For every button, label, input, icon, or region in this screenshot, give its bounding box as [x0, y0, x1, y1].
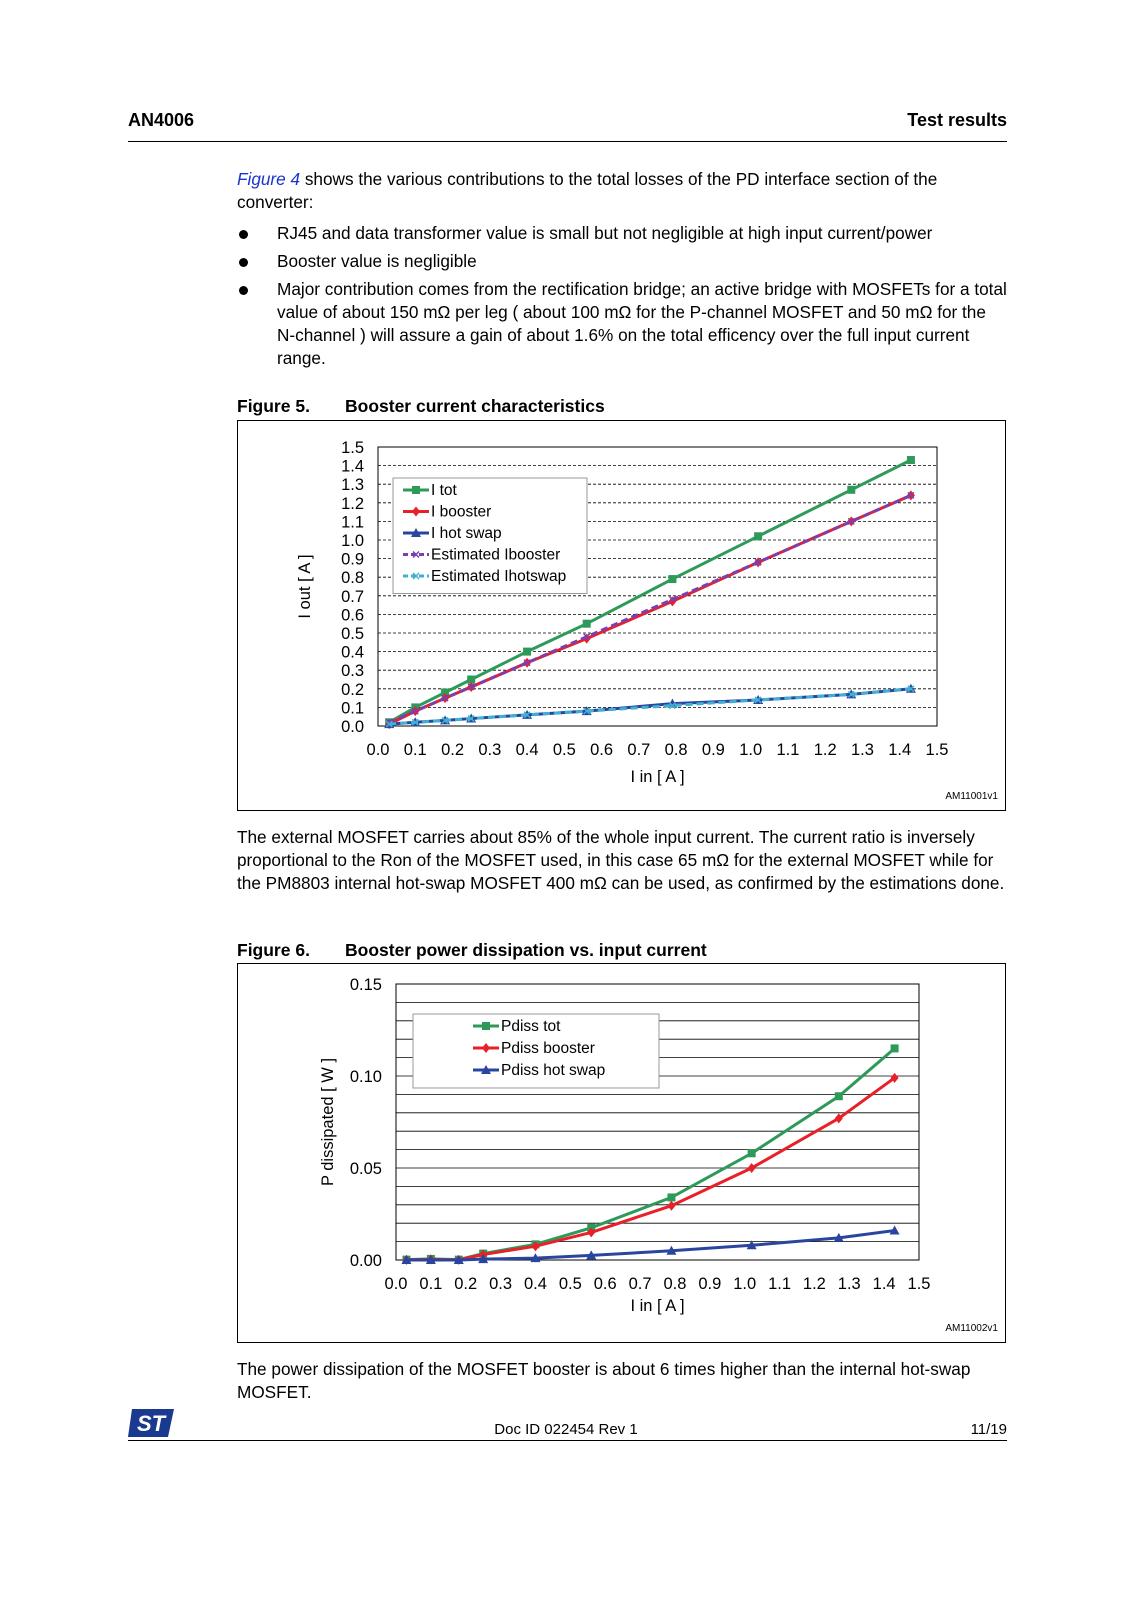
y-axis-label: P dissipated [ W ]: [319, 1057, 337, 1187]
legend-label: Pdiss tot: [501, 1018, 561, 1035]
x-tick-label: 1.0: [733, 1275, 757, 1293]
x-tick-label: 0.6: [593, 1275, 617, 1293]
x-tick-label: 1.4: [872, 1275, 896, 1293]
bullet-icon: [239, 230, 248, 239]
x-tick-label: 1.3: [837, 1275, 861, 1293]
x-tick-label: 0.4: [523, 1275, 547, 1293]
x-tick-label: 0.2: [454, 1275, 478, 1293]
y-tick-label: 1.1: [341, 513, 364, 532]
x-tick-label: 0.5: [552, 741, 576, 759]
x-tick-label: 0.9: [698, 1275, 722, 1293]
y-tick-label: 0.15: [349, 976, 382, 994]
data-point: [748, 1163, 756, 1173]
x-tick-label: 0.0: [366, 741, 390, 759]
y-tick-label: 1.4: [341, 457, 364, 476]
legend-label: Pdiss booster: [501, 1040, 595, 1057]
data-point: [583, 620, 591, 628]
paragraph-mosfet-current: The external MOSFET carries about 85% of the whole input current. The current ratio is inversely proportional to the Ron of the MOSFET used, in this case 65 mΩ for the external MOSFET while for the PM8803 internal hot-swap MOSFET 400 mΩ can be used, as confirmed by the estimations done.: [237, 827, 1005, 893]
y-tick-label: 0.3: [341, 662, 364, 681]
y-tick-label: 0.05: [349, 1160, 382, 1178]
data-point: [667, 1193, 675, 1201]
legend-label: Pdiss hot swap: [501, 1062, 606, 1079]
data-point: [907, 456, 915, 464]
x-tick-label: 1.5: [925, 741, 949, 759]
x-tick-label: 1.3: [850, 741, 874, 759]
list-item: [237, 222, 1007, 245]
x-tick-label: 0.0: [384, 1275, 408, 1293]
intro-paragraph: [237, 168, 1007, 214]
series-line: [406, 1078, 894, 1260]
x-axis-label: I in [ A ]: [630, 1297, 685, 1315]
doc-code: AN4006: [128, 110, 195, 130]
y-tick-label: 0.6: [341, 606, 364, 625]
x-tick-label: 0.6: [590, 741, 614, 759]
x-tick-label: 0.8: [663, 1275, 687, 1293]
svg-text:ST: ST: [137, 1411, 166, 1436]
list-item: [237, 278, 1007, 370]
x-tick-label: 0.7: [627, 741, 651, 759]
bullet-text: RJ45 and data transformer value is small but not negligible at high input current/power: [277, 223, 933, 243]
y-tick-label: 0.00: [349, 1252, 382, 1270]
figure-number: Figure 5.: [237, 396, 310, 416]
x-tick-label: 0.1: [403, 741, 427, 759]
x-axis-label: I in [ A ]: [630, 768, 685, 786]
figure-title: Booster power dissipation vs. input current: [345, 940, 707, 960]
figure-5-chart: [237, 420, 1006, 811]
y-tick-label: 0.1: [341, 699, 364, 718]
data-point: [748, 1149, 756, 1157]
x-tick-label: 1.5: [907, 1275, 931, 1293]
y-tick-label: 0.9: [341, 550, 364, 569]
figure-number: Figure 6.: [237, 940, 310, 960]
chart-canvas: [238, 421, 1005, 810]
x-tick-label: 0.3: [489, 1275, 513, 1293]
y-tick-label: 1.0: [341, 532, 364, 550]
bullet-icon: [239, 286, 248, 295]
y-tick-label: 0.7: [341, 587, 364, 606]
page-number: 11/19: [970, 1421, 1007, 1438]
bullet-text: Booster value is negligible: [277, 251, 477, 271]
paragraph-power-dissipation: The power dissipation of the MOSFET booster is about 6 times higher than the internal hot-swap MOSFET.: [237, 1359, 971, 1402]
data-point: [847, 486, 855, 494]
data-point: [668, 575, 676, 583]
y-tick-label: 1.2: [341, 494, 364, 513]
y-tick-label: 0.10: [349, 1068, 382, 1086]
x-tick-label: 1.1: [768, 1275, 792, 1293]
figure-id: AM11002v1: [945, 1323, 998, 1334]
header-rule: [128, 141, 1007, 142]
y-tick-label: 1.3: [341, 476, 364, 495]
data-point: [891, 1044, 899, 1052]
y-tick-label: 0.8: [341, 569, 364, 588]
list-item: [237, 250, 1007, 273]
x-tick-label: 1.4: [888, 741, 912, 759]
legend-label: Estimated Ibooster: [431, 546, 561, 564]
doc-id: Doc ID 022454 Rev 1: [494, 1421, 638, 1438]
x-tick-label: 1.1: [776, 741, 800, 759]
y-tick-label: 0.0: [341, 718, 364, 736]
legend-label: I hot swap: [431, 525, 502, 542]
section-title: Test results: [907, 110, 1007, 130]
y-tick-label: 0.2: [341, 680, 364, 699]
intro-text: shows the various contributions to the total losses of the PD interface section of the converter:: [237, 169, 938, 212]
x-tick-label: 0.8: [664, 741, 688, 759]
x-tick-label: 1.0: [739, 741, 763, 759]
bullet-text: Major contribution comes from the rectification bridge; an active bridge with MOSFETs for a total value of about 150 mΩ per leg ( about 100 mΩ for the P-channel MOSFET and 50 mΩ for the N-channel ) will assure a gain of about 1.6% on the total efficency over the full input current range.: [277, 279, 1007, 368]
y-tick-label: 1.5: [341, 439, 364, 457]
x-tick-label: 0.7: [628, 1275, 652, 1293]
figure-title: Booster current characteristics: [345, 396, 605, 416]
data-point: [835, 1092, 843, 1100]
y-axis-label: I out [ A ]: [296, 554, 314, 619]
x-tick-label: 1.2: [813, 741, 837, 759]
x-tick-label: 0.1: [419, 1275, 443, 1293]
data-point: [754, 532, 762, 540]
bullet-icon: [239, 258, 248, 267]
legend-label: I booster: [431, 503, 492, 521]
figure-6-chart: [237, 963, 1006, 1343]
figure-id: AM11001v1: [945, 791, 998, 802]
bullet-list: [237, 222, 1007, 375]
x-tick-label: 0.2: [441, 741, 465, 759]
y-tick-label: 0.4: [341, 643, 364, 662]
y-tick-label: 0.5: [341, 625, 364, 643]
footer-rule: [128, 1440, 1007, 1441]
legend-label: Estimated Ihotswap: [431, 568, 567, 585]
legend-label: I tot: [431, 482, 457, 499]
x-tick-label: 0.4: [515, 741, 539, 759]
x-tick-label: 0.5: [558, 1275, 582, 1293]
data-point: [667, 1201, 675, 1211]
figure-4-link[interactable]: Figure 4: [237, 169, 301, 189]
legend-marker: [412, 486, 420, 494]
data-point: [523, 648, 531, 656]
figure-5-caption: [237, 396, 605, 417]
x-tick-label: 0.9: [701, 741, 725, 759]
x-tick-label: 1.2: [802, 1275, 826, 1293]
x-tick-label: 0.3: [478, 741, 502, 759]
figure-6-caption: [237, 940, 707, 961]
legend-marker: [482, 1022, 490, 1030]
chart-canvas: [238, 964, 1005, 1342]
